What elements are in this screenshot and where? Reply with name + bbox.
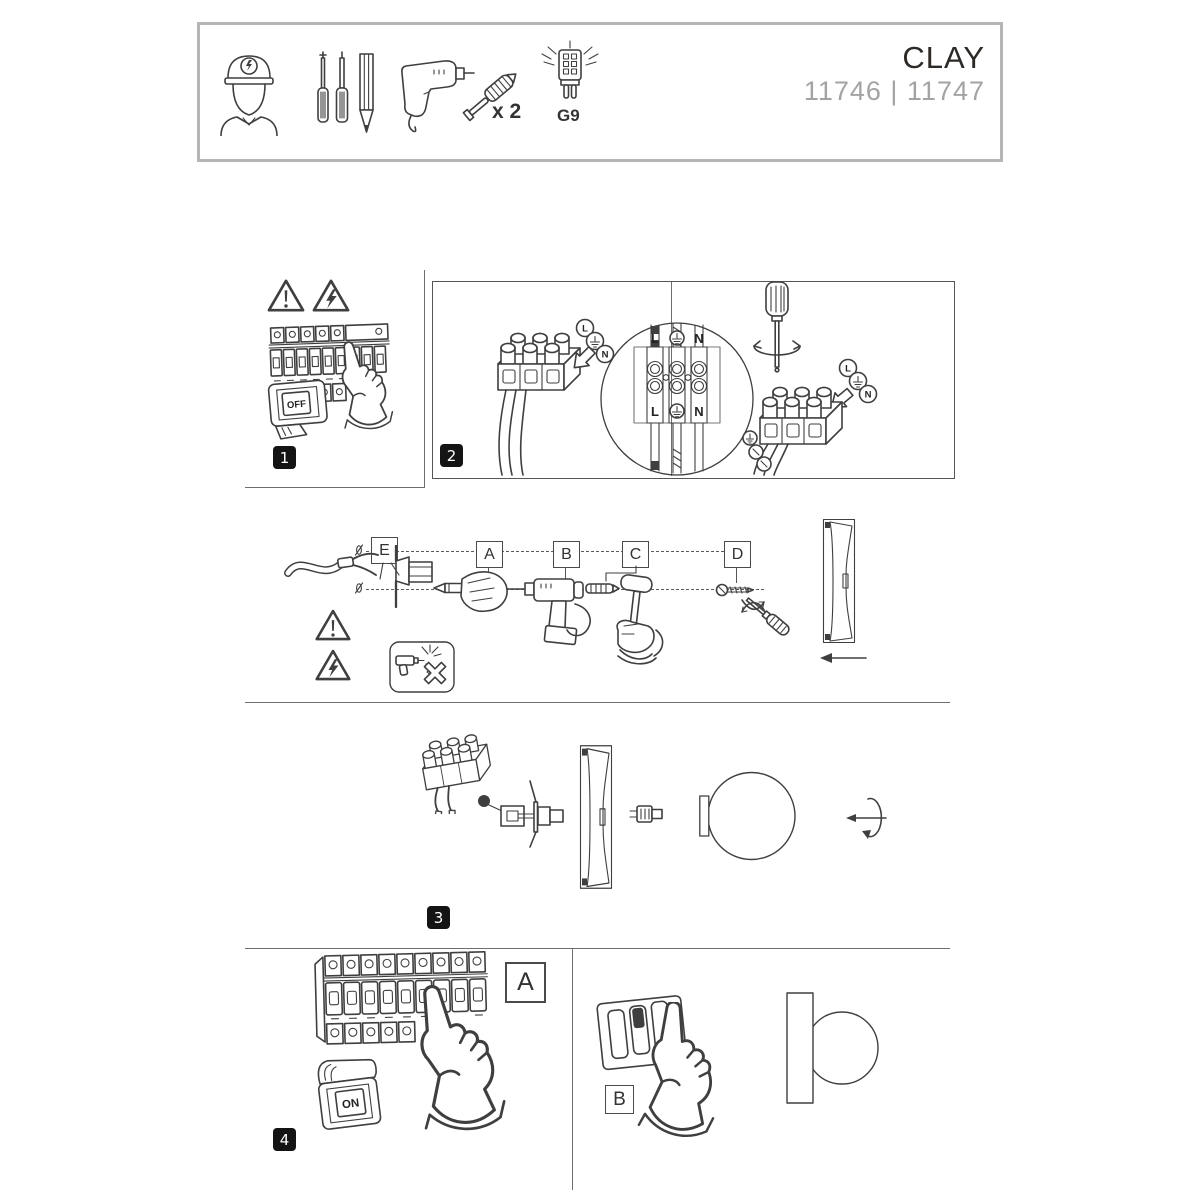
g9-bulb-icon — [628, 804, 664, 824]
screwdrivers-pencil-icon — [310, 50, 386, 138]
no-drill-wires-warning — [388, 640, 458, 696]
on-switch — [310, 1050, 396, 1142]
direction-arrow-icon — [818, 650, 870, 666]
mains-cable-from-wall — [282, 545, 444, 623]
step4-badge: 4 — [273, 1128, 296, 1151]
wall-plate-profile — [579, 744, 615, 890]
step1-badge: 1 — [273, 446, 296, 469]
step4-ref-a: A — [505, 962, 546, 1003]
section-divider — [245, 948, 950, 949]
glass-globe — [699, 768, 799, 866]
svg-text:L: L — [651, 331, 659, 346]
finished-wall-lamp — [782, 986, 890, 1108]
section-divider — [245, 702, 950, 703]
wall-plate-profile — [822, 518, 858, 644]
model-numbers: 11746 | 11747 — [803, 76, 985, 106]
warning-icon — [266, 278, 306, 314]
svg-text:N: N — [694, 331, 704, 346]
product-name: CLAY — [902, 40, 985, 75]
svg-text:N: N — [601, 349, 609, 361]
installer-icon — [216, 44, 282, 136]
wallplug-count-label: x 2 — [492, 100, 522, 123]
marking-pencil-hand — [432, 565, 514, 621]
screw-screwdriver — [712, 578, 792, 642]
g9-bulb-icon — [540, 40, 600, 106]
ref-label-e: E — [371, 537, 398, 564]
step2-terminal-block — [742, 372, 846, 476]
svg-text:L: L — [651, 404, 659, 419]
ref-label-c: C — [622, 541, 649, 568]
anchor-hammer-hand — [584, 574, 678, 668]
pointing-hand — [398, 983, 523, 1148]
bulb-socket-label: G9 — [557, 106, 580, 125]
off-switch-label: OFF — [286, 398, 307, 412]
on-switch-label: ON — [341, 1097, 361, 1112]
svg-text:L: L — [845, 363, 851, 375]
warning-icon — [314, 608, 352, 643]
ref-label-a: A — [476, 541, 503, 568]
rotate-to-fix-icon — [840, 796, 890, 840]
step2-wiring-closeup — [596, 319, 758, 477]
socket-assembly — [472, 778, 570, 850]
svg-text:L: L — [582, 323, 588, 335]
section-divider-vertical — [572, 948, 573, 1190]
pressing-hand — [630, 1002, 748, 1154]
step1-right-border — [424, 270, 425, 488]
step3-badge: 3 — [427, 906, 450, 929]
label-leader-line — [377, 561, 403, 585]
electric-warning-icon — [314, 648, 352, 683]
pointing-hand — [328, 340, 404, 440]
electric-warning-icon — [311, 278, 351, 314]
svg-text:N: N — [864, 389, 872, 401]
step4-ref-b: B — [605, 1085, 634, 1114]
step1-bottom-border — [245, 487, 425, 488]
ref-label-b: B — [553, 541, 580, 568]
step2-badge: 2 — [440, 444, 463, 467]
off-switch — [266, 380, 336, 440]
ref-label-d: D — [724, 541, 751, 568]
svg-text:N: N — [694, 404, 704, 419]
